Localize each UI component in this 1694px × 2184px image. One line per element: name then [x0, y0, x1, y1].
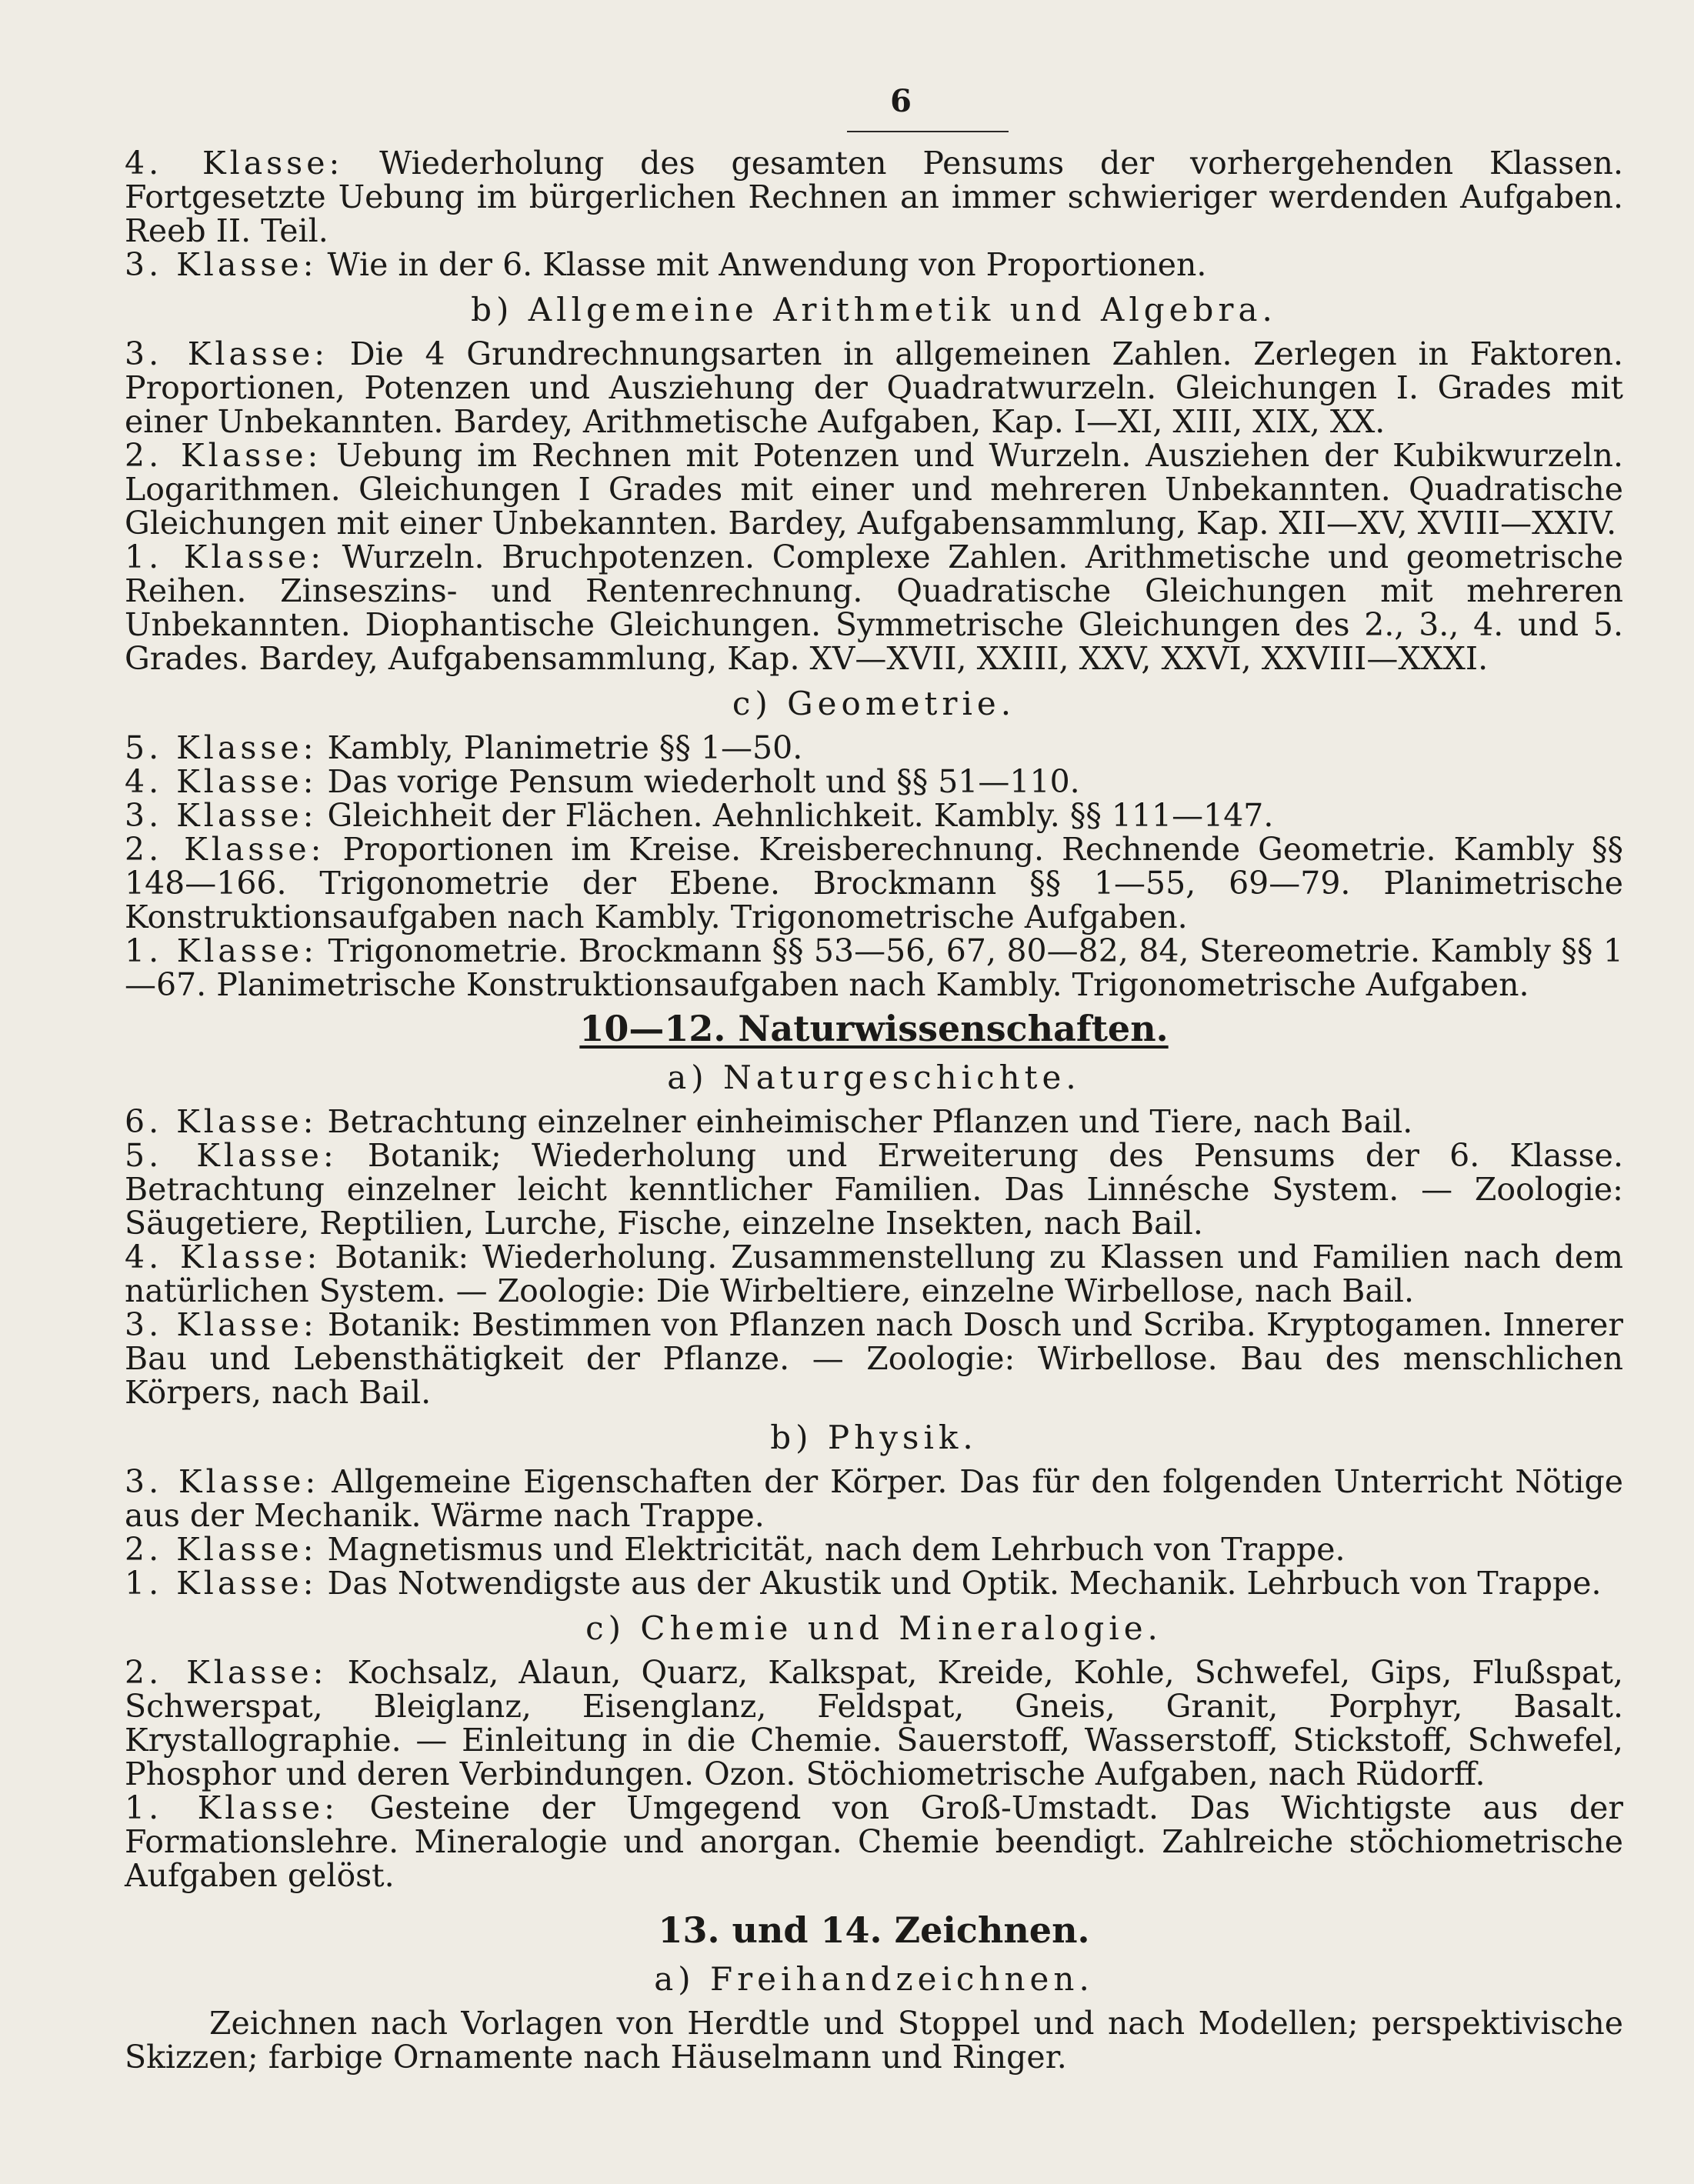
entry-algebra-2: 2. Klasse: Uebung im Rechnen mit Potenzen und Wurzeln. Ausziehen der Kubikwurzeln. Logarithmen. Gleichungen I Grades mit einer und mehreren Unbekannten. Quadratische Gleichungen mit einer Unbekannten. Bardey, Aufgabensammlung, Kap. XII—XV, XVIII—XXIV. [125, 437, 1623, 542]
entry-physics-3: 3. Klasse: Allgemeine Eigenschaften der Körper. Das für den folgenden Unterricht Nötige aus der Mechanik. Wärme nach Trappe. [125, 1463, 1623, 1534]
science-title: 10—12. Naturwissenschaften. [579, 1008, 1169, 1049]
freehand-text: Zeichnen nach Vorlagen von Herdtle und Stoppel und nach Modellen; perspektivische Skizzen; farbige Ornamente nach Häuselmann und Ringer. [125, 2005, 1623, 2076]
entry-geometry-1: 1. Klasse: Trigonometrie. Brockmann §§ 53—56, 67, 80—82, 84, Stereometrie. Kambly §§ 1—67. Planimetrische Konstruktionsaufgaben nach Kambly. Trigonometrische Aufgaben. [125, 932, 1623, 1003]
page-number: 6 [890, 83, 912, 119]
entry-physics-2: 2. Klasse: Magnetismus und Elektricität, nach dem Lehrbuch von Trappe. [125, 1531, 1346, 1568]
entry-chemistry-2: 2. Klasse: Kochsalz, Alaun, Quarz, Kalkspat, Kreide, Kohle, Schwefel, Gips, Flußspat, Schwerspat, Bleiglanz, Eisenglanz, Feldspat, Gneis, Granit, Porphyr, Basalt. Krystallographie. — Einleitung in die Chemie. Sauerstoff, Wasserstoff, Stickstoff, Schwefel, Phosphor und deren Verbindungen. Ozon. Stöchiometrische Aufgaben, nach Rüdorff. [125, 1654, 1623, 1792]
entry-chemistry-1: 1. Klasse: Gesteine der Umgegend von Groß-Umstadt. Das Wichtigste aus der Formationslehre. Mineralogie und anorgan. Chemie beendigt. Zahlreiche stöchiometrische Aufgaben gelöst. [125, 1789, 1623, 1894]
natural-history-heading: a) Naturgeschichte. [667, 1059, 1081, 1096]
physics-heading: b) Physik. [770, 1419, 978, 1456]
entry-physics-1: 1. Klasse: Das Notwendigste aus der Akustik und Optik. Mechanik. Lehrbuch von Trappe. [125, 1565, 1602, 1602]
entry-math-4: 4. Klasse: Wiederholung des gesamten Pensums der vorhergehenden Klassen. Fortgesetzte Uebung im bürgerlichen Rechnen an immer schwieriger werdenden Aufgaben. Reeb II. Teil. [125, 145, 1623, 249]
entry-algebra-3: 3. Klasse: Die 4 Grundrechnungsarten in allgemeinen Zahlen. Zerlegen in Faktoren. Proportionen, Potenzen und Ausziehung der Quadratwurzeln. Gleichungen I. Grades mit einer Unbekannten. Bardey, Arithmetische Aufgaben, Kap. I—XI, XIII, XIX, XX. [125, 335, 1623, 440]
header-rule [847, 131, 1009, 132]
entry-geometry-2: 2. Klasse: Proportionen im Kreise. Kreisberechnung. Rechnende Geometrie. Kambly §§ 148—166. Trigonometrie der Ebene. Brockmann §§ 1—55, 69—79. Planimetrische Konstruktionsaufgaben nach Kambly. Trigonometrische Aufgaben. [125, 831, 1623, 935]
entry-math-3: 3. Klasse: Wie in der 6. Klasse mit Anwendung von Proportionen. [125, 246, 1207, 283]
freehand-heading: a) Freihandzeichnen. [654, 1960, 1094, 1998]
geometry-heading: c) Geometrie. [732, 685, 1016, 722]
entry-geometry-5: 5. Klasse: Kambly, Planimetrie §§ 1—50. [125, 729, 803, 766]
drawing-title: 13. und 14. Zeichnen. [658, 1909, 1090, 1951]
entry-nature-4: 4. Klasse: Botanik: Wiederholung. Zusammenstellung zu Klassen und Familien nach dem natürlichen System. — Zoologie: Die Wirbeltiere, einzelne Wirbellose, nach Bail. [125, 1239, 1623, 1309]
entry-algebra-1: 1. Klasse: Wurzeln. Bruchpotenzen. Complexe Zahlen. Arithmetische und geometrische Reihen. Zinseszins- und Rentenrechnung. Quadratische Gleichungen mit mehreren Unbekannten. Diophantische Gleichungen. Symmetrische Gleichungen des 2., 3., 4. und 5. Grades. Bardey, Aufgabensammlung, Kap. XV—XVII, XXIII, XXV, XXVI, XXVIII—XXXI. [125, 538, 1623, 677]
algebra-heading: b) Allgemeine Arithmetik und Algebra. [471, 291, 1277, 328]
entry-nature-3: 3. Klasse: Botanik: Bestimmen von Pflanzen nach Dosch und Scriba. Kryptogamen. Innerer Bau und Lebensthätigkeit der Pflanze. — Zoologie: Wirbellose. Bau des menschlichen Körpers, nach Bail. [125, 1306, 1623, 1411]
chemistry-heading: c) Chemie und Mineralogie. [585, 1609, 1162, 1647]
entry-geometry-4: 4. Klasse: Das vorige Pensum wiederholt und §§ 51—110. [125, 763, 1080, 800]
entry-nature-6: 6. Klasse: Betrachtung einzelner einheimischer Pflanzen und Tiere, nach Bail. [125, 1103, 1413, 1140]
entry-nature-5: 5. Klasse: Botanik; Wiederholung und Erweiterung des Pensums der 6. Klasse. Betrachtung einzelner leicht kenntlicher Familien. Das Linnésche System. — Zoologie: Säugetiere, Reptilien, Lurche, Fische, einzelne Insekten, nach Bail. [125, 1137, 1623, 1242]
entry-geometry-3: 3. Klasse: Gleichheit der Flächen. Aehnlichkeit. Kambly. §§ 111—147. [125, 797, 1274, 834]
